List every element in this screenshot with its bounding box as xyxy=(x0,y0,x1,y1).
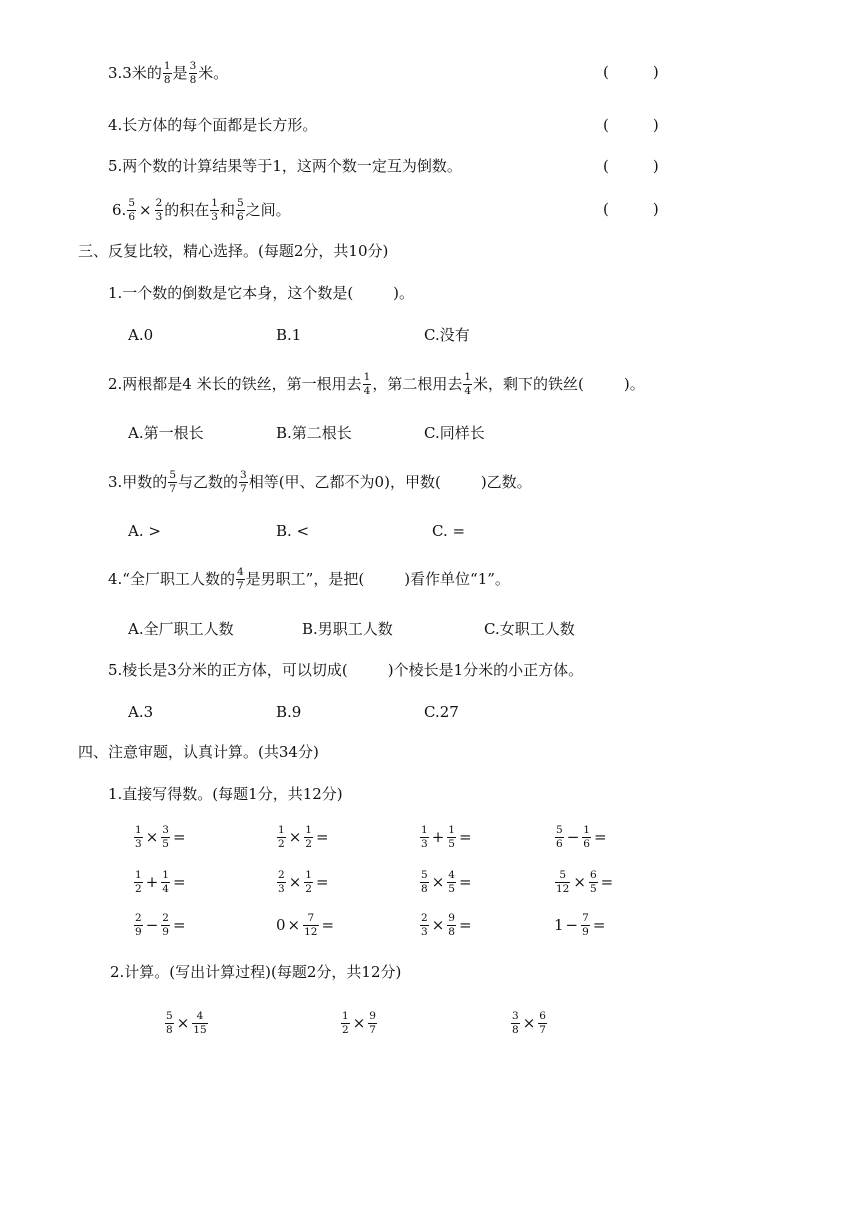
expression xyxy=(133,826,188,850)
equals-sign: = xyxy=(458,828,472,846)
section3-title: 三、反复比较，精心选择。(每题2分，共10分) xyxy=(78,242,389,260)
operator: − xyxy=(565,916,579,934)
fraction: $\frac{3}{8}$ xyxy=(189,60,197,86)
fraction: $\frac{1}{8}$ xyxy=(163,60,171,86)
fraction: $\frac{9}{8}$ xyxy=(448,912,455,938)
operator: × xyxy=(176,1014,190,1032)
expression xyxy=(276,871,331,895)
expression xyxy=(133,871,188,895)
option-a[interactable]: A.全厂职工人数 xyxy=(128,620,234,638)
integer: 0 xyxy=(276,916,286,934)
option-b[interactable]: B. < xyxy=(276,522,310,540)
operator: × xyxy=(431,916,445,934)
fraction: $\frac{1}{3}$ xyxy=(421,824,428,850)
fraction: $\frac{7}{9}$ xyxy=(582,912,589,938)
fraction: $\frac{1}{4}$ xyxy=(162,869,169,895)
fraction: $\frac{3}{7}$ xyxy=(240,469,247,495)
equals-sign: = xyxy=(172,873,186,891)
fraction: $\frac{2}{9}$ xyxy=(135,912,142,938)
option-b[interactable]: B.1 xyxy=(276,326,302,344)
fraction: $\frac{5}{8}$ xyxy=(421,869,428,895)
option-b[interactable]: B.9 xyxy=(276,703,302,721)
fraction: $\frac{1}{2}$ xyxy=(135,869,142,895)
expression xyxy=(554,914,607,938)
fraction: $\frac{2}{3}$ xyxy=(421,912,428,938)
equals-sign: = xyxy=(172,916,186,934)
option-b[interactable]: B.第二根长 xyxy=(276,424,352,442)
subsection-direct: 1.直接写得数。(每题1分，共12分) xyxy=(108,785,343,803)
answer-paren[interactable]: ( ) xyxy=(603,200,659,218)
fraction: $\frac{1}{2}$ xyxy=(305,824,312,850)
fraction: $\frac{1}{2}$ xyxy=(342,1010,349,1036)
option-a[interactable]: A.3 xyxy=(128,703,154,721)
judge-q5: 5.两个数的计算结果等于1，这两个数一定互为倒数。 xyxy=(108,157,462,175)
fraction: $\frac{1}{2}$ xyxy=(305,869,312,895)
expression xyxy=(510,1012,548,1036)
equals-sign: = xyxy=(315,873,329,891)
option-a[interactable]: A.第一根长 xyxy=(128,424,204,442)
fraction: $\frac{1}{6}$ xyxy=(583,824,590,850)
operator: × xyxy=(522,1014,536,1032)
fraction: $\frac{1}{4}$ xyxy=(464,371,472,397)
fraction: $\frac{1}{3}$ xyxy=(211,197,218,223)
option-a[interactable]: A.0 xyxy=(128,326,154,344)
operator: × xyxy=(288,828,302,846)
fraction: $\frac{2}{3}$ xyxy=(155,197,163,223)
judge-q3: 3.3米的 $\frac{1}{8}$ 是 $\frac{3}{8}$ 米。 xyxy=(108,60,229,86)
answer-paren[interactable]: ( ) xyxy=(603,116,659,134)
operator: × xyxy=(145,828,159,846)
choice-q2: 2.两根都是4 米长的铁丝，第一根用去 $\frac{1}{4}$ ，第二根用去 $\frac{1}{4}$ 米，剩下的铁丝( )。 xyxy=(108,371,645,397)
fraction: $\frac{7}{12}$ xyxy=(304,912,318,938)
answer-paren[interactable]: ( ) xyxy=(603,63,659,81)
option-b[interactable]: B.男职工人数 xyxy=(302,620,393,638)
operator: + xyxy=(431,828,445,846)
fraction: $\frac{2}{9}$ xyxy=(162,912,169,938)
expression xyxy=(164,1012,209,1036)
expression xyxy=(276,826,331,850)
equals-sign: = xyxy=(593,828,607,846)
operator: × xyxy=(352,1014,366,1032)
option-a[interactable]: A. > xyxy=(128,522,161,540)
operator: × xyxy=(287,916,301,934)
equals-sign: = xyxy=(321,916,335,934)
operator: − xyxy=(566,828,580,846)
choice-q5: 5.棱长是3分米的正方体，可以切成( )个棱长是1分米的小正方体。 xyxy=(108,661,584,679)
expression xyxy=(340,1012,378,1036)
section4-title: 四、注意审题，认真计算。(共34分) xyxy=(78,743,319,761)
fraction: $\frac{6}{5}$ xyxy=(589,869,597,895)
operator: − xyxy=(145,916,159,934)
option-c[interactable]: C.同样长 xyxy=(424,424,485,442)
fraction: $\frac{6}{7}$ xyxy=(539,1010,546,1036)
equals-sign: = xyxy=(172,828,186,846)
fraction: $\frac{5}{12}$ xyxy=(556,869,570,895)
expression xyxy=(133,914,188,938)
operator: × xyxy=(573,873,586,891)
fraction: $\frac{1}{5}$ xyxy=(448,824,455,850)
expression xyxy=(419,914,474,938)
judge-q6: 6. $\frac{5}{6}$ × $\frac{2}{3}$ 的积在 $\frac{1}{3}$ 和 $\frac{5}{6}$ 之间。 xyxy=(112,197,291,223)
fraction: $\frac{5}{6}$ xyxy=(236,197,244,223)
fraction: $\frac{1}{4}$ xyxy=(363,371,371,397)
operator: × xyxy=(431,873,445,891)
fraction: $\frac{9}{7}$ xyxy=(369,1010,376,1036)
fraction: $\frac{1}{3}$ xyxy=(135,824,142,850)
fraction: $\frac{2}{3}$ xyxy=(278,869,285,895)
expression xyxy=(554,826,609,850)
integer: 1 xyxy=(554,916,564,934)
fraction: $\frac{5}{6}$ xyxy=(128,197,135,223)
choice-q1: 1.一个数的倒数是它本身，这个数是( )。 xyxy=(108,284,415,302)
fraction: $\frac{5}{8}$ xyxy=(166,1010,173,1036)
choice-q3: 3.甲数的 $\frac{5}{7}$ 与乙数的 $\frac{3}{7}$ 相等(甲、乙都不为0)，甲数( )乙数。 xyxy=(108,469,532,495)
option-c[interactable]: C. = xyxy=(432,522,466,540)
fraction: $\frac{3}{8}$ xyxy=(512,1010,519,1036)
equals-sign: = xyxy=(315,828,329,846)
answer-paren[interactable]: ( ) xyxy=(603,157,659,175)
choice-q4: 4.“全厂职工人数的 $\frac{4}{7}$ 是男职工”，是把( )看作单位“1”。 xyxy=(108,566,510,592)
operator: + xyxy=(145,873,159,891)
option-c[interactable]: C.27 xyxy=(424,703,459,721)
fraction: $\frac{5}{6}$ xyxy=(556,824,563,850)
fraction: $\frac{4}{15}$ xyxy=(193,1010,207,1036)
option-c[interactable]: C.没有 xyxy=(424,326,470,344)
fraction: $\frac{3}{5}$ xyxy=(162,824,169,850)
fraction: $\frac{5}{7}$ xyxy=(169,469,176,495)
equals-sign: = xyxy=(458,916,472,934)
expression xyxy=(276,914,336,938)
equals-sign: = xyxy=(592,916,606,934)
operator: × xyxy=(288,873,302,891)
judge-q4: 4.长方体的每个面都是长方形。 xyxy=(108,116,318,134)
fraction: $\frac{4}{5}$ xyxy=(448,869,455,895)
equals-sign: = xyxy=(600,873,614,891)
subsection-calc: 2.计算。(写出计算过程)(每题2分，共12分) xyxy=(110,963,402,981)
expression xyxy=(554,871,615,895)
equals-sign: = xyxy=(458,873,472,891)
fraction: $\frac{1}{2}$ xyxy=(278,824,285,850)
expression xyxy=(419,826,474,850)
fraction: $\frac{4}{7}$ xyxy=(236,566,244,592)
option-c[interactable]: C.女职工人数 xyxy=(484,620,575,638)
expression xyxy=(419,871,474,895)
